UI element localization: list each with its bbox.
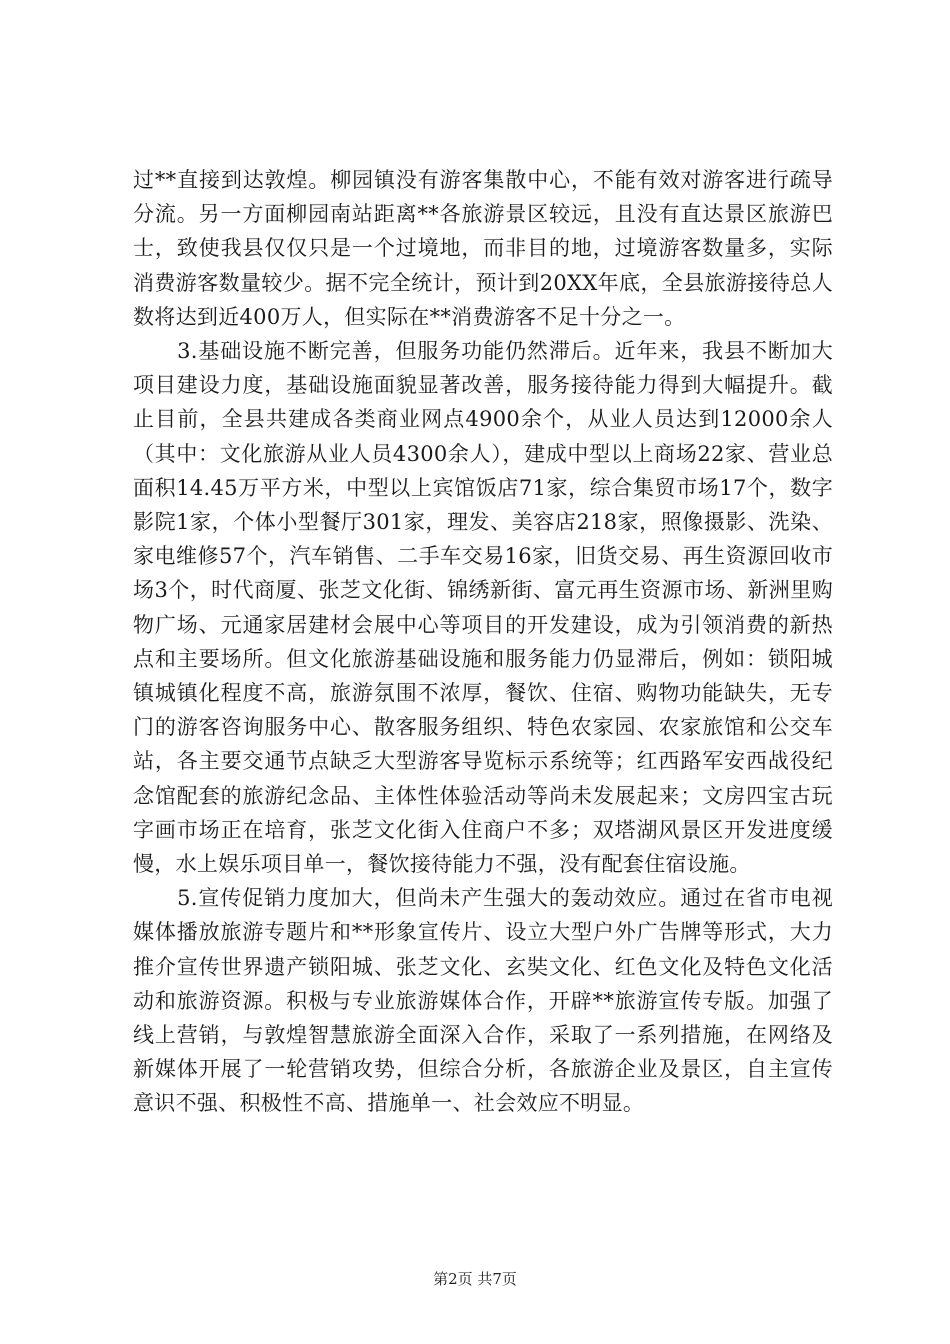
paragraph-2: 3.基础设施不断完善，但服务功能仍然滞后。近年来，我县不断加大项目建设力度，基础设施面貌显著改善，服务接待能力得到大幅提升。截止目前，全县共建成各类商业网点4900余个，从业人员达到12000余人（其中：文化旅游从业人员4300余人），建成中型以上商场22家、营业总面积14.45万平方米，中型以上宾馆饭店71家，综合集贸市场17个，数字影院1家，个体小型餐厅301家，理发、美容店218家，照像摄影、洗染、家电维修57个，汽车销售、二手车交易16家，旧货交易、再生资源回收市场3个，时代商厦、张芝文化街、锦绣新街、富元再生资源市场、新洲里购物广场、元通家居建材会展中心等项目的开发建设，成为引领消费的新热点和主要场所。但文化旅游基础设施和服务能力仍显滞后，例如：锁阳城镇城镇化程度不高，旅游氛围不浓厚，餐饮、住宿、购物功能缺失，无专门的游客咨询服务中心、散客服务组织、特色农家园、农家旅馆和公交车站，各主要交通节点缺乏大型游客导览标示系统等；红西路军安西战役纪念馆配套的旅游纪念品、主体性体验活动等尚未发展起来；文房四宝古玩字画市场正在培育，张芝文化街入住商户不多；双塔湖风景区开发进度缓慢，水上娱乐项目单一，餐饮接待能力不强，没有配套住宿设施。 [133,339,833,877]
paragraph-1: 过**直接到达敦煌。柳园镇没有游客集散中心，不能有效对游客进行疏导分流。另一方面柳园南站距离**各旅游景区较远，且没有直达景区旅游巴士，致使我县仅仅只是一个过境地，而非目的地，过境游客数量多，实际消费游客数量较少。据不完全统计，预计到20XX年底，全县旅游接待总人数将达到近400万人，但实际在**消费游客不足十分之一。 [133,168,833,329]
paragraph-3: 5.宣传促销力度加大，但尚未产生强大的轰动效应。通过在省市电视媒体播放旅游专题片和**形象宣传片、设立大型户外广告牌等形式，大力推介宣传世界遗产锁阳城、张芝文化、玄奘文化、红色文化及特色文化活动和旅游资源。积极与专业旅游媒体合作，开辟**旅游宣传专版。加强了线上营销，与敦煌智慧旅游全面深入合作，采取了一系列措施，在网络及新媒体开展了一轮营销攻势，但综合分析，各旅游企业及景区，自主宣传意识不强、积极性不高、措施单一、社会效应不明显。 [133,886,833,1116]
page-footer: 第2页 共7页 [433,1270,517,1288]
document-body [133,163,833,1121]
